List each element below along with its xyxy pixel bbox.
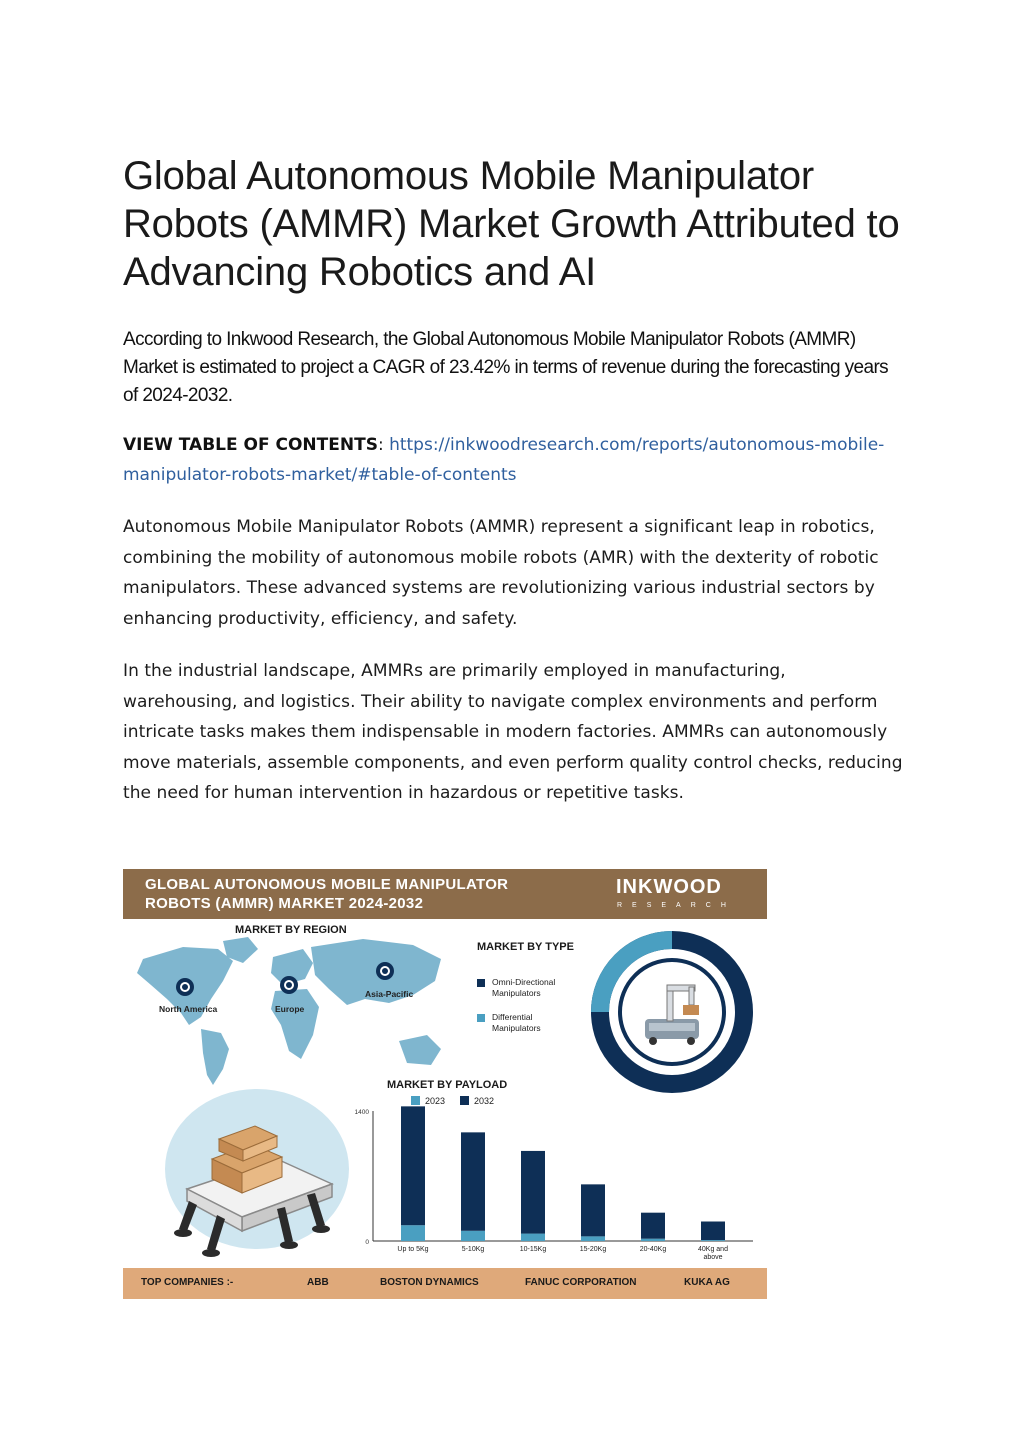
x-tick-label-2: 10-15Kg <box>519 1246 547 1253</box>
payload-legend <box>411 1096 494 1106</box>
payload-heading: MARKET BY PAYLOAD <box>387 1079 508 1091</box>
top-companies-bar <box>123 1268 767 1299</box>
legend-swatch-differential <box>477 1014 485 1022</box>
company-fanuc: FANUC CORPORATION <box>525 1277 637 1288</box>
map-australia <box>399 1035 441 1065</box>
x-tick-label-0: Up to 5Kg <box>397 1246 429 1253</box>
body-paragraph-1: Autonomous Mobile Manipulator Robots (AMMR) represent a significant leap in robotics, combining the mobility of autonomous mobile robots (AMR) with the dexterity of robotic manipulators. These advanced systems are revolutionizing various industrial sectors by enhancing productivity, efficiency, and safety. <box>123 517 879 629</box>
article <box>123 152 903 809</box>
body-paragraph-2: In the industrial landscape, AMMRs are primarily employed in manufacturing, warehousing, and logistics. Their ability to navigate complex environments and perform intricate tasks makes them indispensable in modern factories. AMMRs can autonomously move materials, assemble components, and even perform quality control checks, reducing the need for human intervention in hazardous or repetitive tasks. <box>123 661 903 803</box>
page-title: Global Autonomous Mobile Manipulator Robots (AMMR) Market Growth Attributed to Advancing Robotics and AI <box>123 154 900 294</box>
legend-omni-line1: Omni-Directional <box>492 977 556 987</box>
infographic-title-line1: GLOBAL AUTONOMOUS MOBILE MANIPULATOR <box>145 876 509 893</box>
x-tick-label-1: 5-10Kg <box>461 1246 485 1253</box>
bar-2023-4 <box>641 1239 665 1241</box>
map-africa <box>271 989 319 1059</box>
type-donut <box>587 927 757 1097</box>
toc-separator: : <box>377 435 390 455</box>
marker-europe <box>280 976 298 994</box>
bar-2032-4 <box>641 1213 665 1239</box>
brand-logo-sub: RESEARCH <box>617 902 736 909</box>
infographic <box>123 869 767 1299</box>
region-label-asia-pacific: Asia-Pacific <box>365 989 414 999</box>
legend-omni <box>492 977 555 999</box>
legend-differential <box>492 1012 541 1034</box>
x-tick-label-5: 40Kg and above <box>698 1246 728 1261</box>
legend-swatch-2032 <box>460 1096 469 1105</box>
marker-asia-pacific <box>376 962 394 980</box>
toc-label: VIEW TABLE OF CONTENTS <box>123 435 378 455</box>
legend-differential-line2: Manipulators <box>492 1023 541 1033</box>
legend-swatch-omni <box>477 979 485 987</box>
payload-chart <box>343 1091 767 1268</box>
infographic-title <box>145 875 508 913</box>
lead-paragraph: According to Inkwood Research, the Global Autonomous Mobile Manipulator Robots (AMMR) Market is estimated to project a CAGR of 23.42% in terms of revenue during the forecasting years of 2024-2032. <box>123 329 889 406</box>
toc-line <box>123 430 903 490</box>
brand-logo: INKWOOD <box>616 876 722 898</box>
y-tick-label-0: 0 <box>365 1239 369 1246</box>
bar-2023-3 <box>581 1236 605 1241</box>
x-tick-label-4: 20-40Kg <box>639 1246 667 1253</box>
legend-2032: 2032 <box>474 1096 495 1106</box>
map-south-america <box>201 1029 229 1085</box>
region-label-europe: Europe <box>275 1004 305 1014</box>
top-companies-label: TOP COMPANIES :- <box>141 1277 234 1288</box>
bar-2023-0 <box>401 1225 425 1241</box>
region-heading: MARKET BY REGION <box>235 924 347 936</box>
region-label-north-america: North America <box>159 1004 218 1014</box>
legend-omni-line2: Manipulators <box>492 988 541 998</box>
bar-2032-5 <box>701 1222 725 1241</box>
payload-illustration <box>157 1089 357 1269</box>
legend-differential-line1: Differential <box>492 1012 533 1022</box>
company-kuka: KUKA AG <box>684 1277 730 1288</box>
bar-2023-1 <box>461 1231 485 1241</box>
bar-2032-2 <box>521 1151 545 1234</box>
legend-2023: 2023 <box>425 1096 446 1106</box>
company-abb: ABB <box>307 1277 329 1288</box>
bar-2032-1 <box>461 1132 485 1230</box>
bar-2023-5 <box>701 1240 725 1241</box>
type-heading: MARKET BY TYPE <box>477 941 574 953</box>
company-boston-dynamics: BOSTON DYNAMICS <box>380 1277 479 1288</box>
toc-link[interactable]: https://inkwoodresearch.com/reports/autonomous-mobile-manipulator-robots-market/#table-of-contents <box>123 435 885 485</box>
bar-2032-0 <box>401 1106 425 1225</box>
marker-north-america <box>176 978 194 996</box>
legend-swatch-2023 <box>411 1096 420 1105</box>
bar-2032-3 <box>581 1184 605 1236</box>
infographic-header <box>123 869 767 919</box>
x-tick-label-3: 15-20Kg <box>579 1246 607 1253</box>
y-tick-label-1: 1400 <box>354 1109 369 1116</box>
bar-2023-2 <box>521 1234 545 1241</box>
infographic-title-line2: ROBOTS (AMMR) MARKET 2024-2032 <box>145 895 424 912</box>
